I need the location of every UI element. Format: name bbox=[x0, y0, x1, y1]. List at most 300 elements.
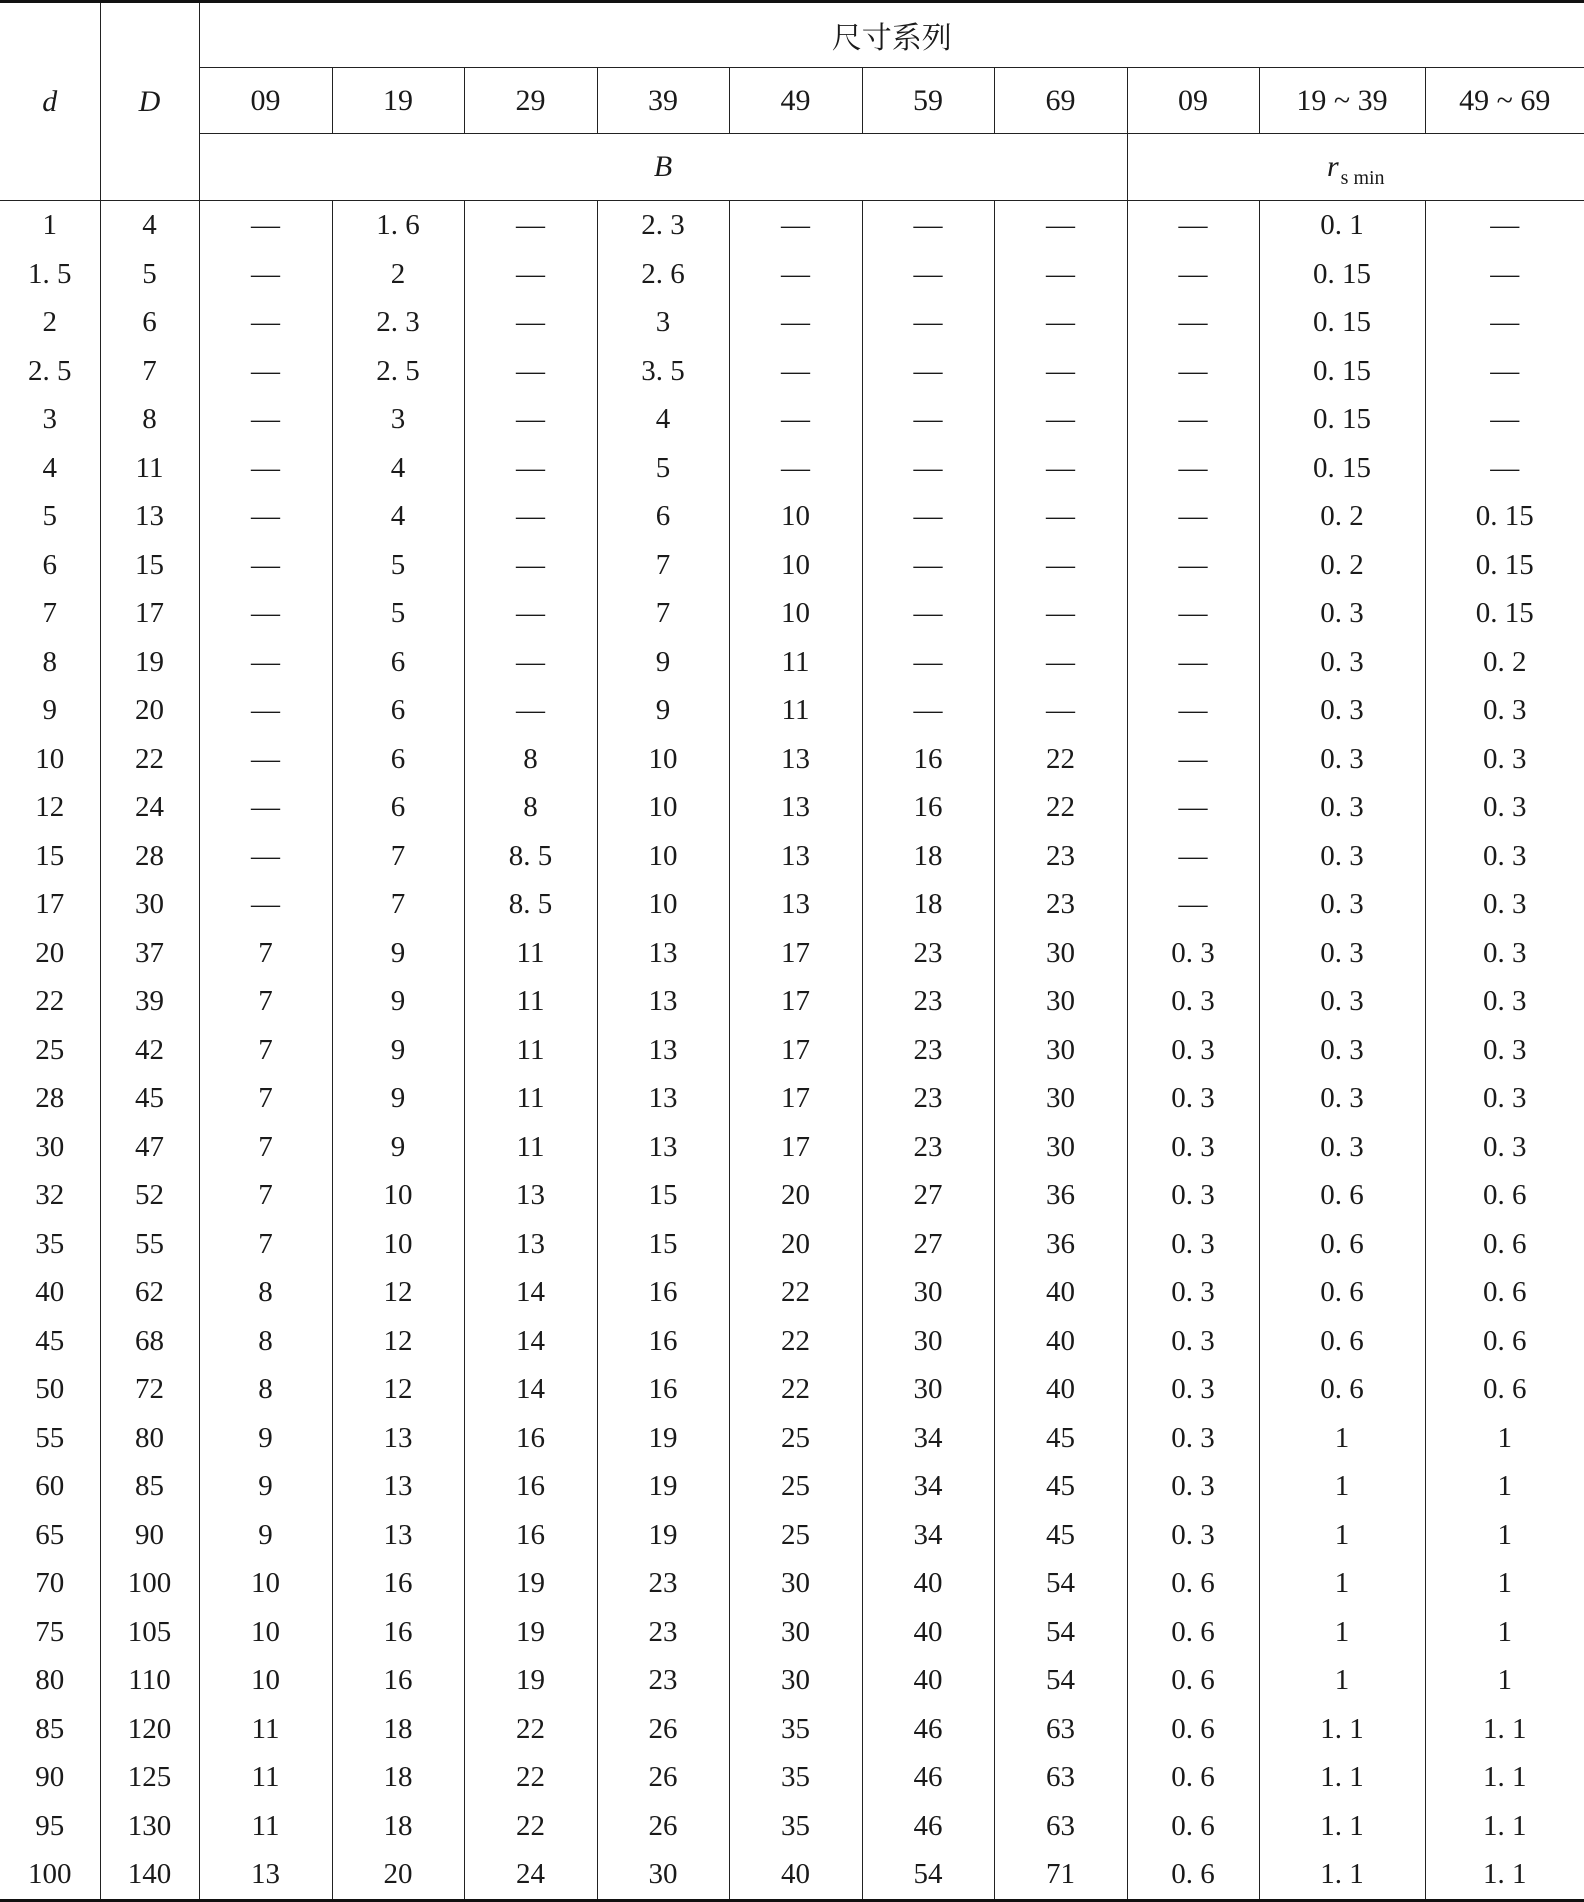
table-cell: 1 bbox=[1425, 1559, 1584, 1608]
table-cell: 0. 3 bbox=[1259, 638, 1425, 687]
table-cell: 16 bbox=[597, 1365, 729, 1414]
table-cell: 40 bbox=[994, 1317, 1127, 1366]
table-cell: 54 bbox=[994, 1608, 1127, 1657]
table-cell: — bbox=[729, 250, 862, 299]
table-cell: — bbox=[464, 444, 597, 493]
table-cell: — bbox=[1127, 492, 1259, 541]
cell-D: 110 bbox=[100, 1656, 199, 1705]
r-symbol: r bbox=[1326, 150, 1339, 183]
cell-d: 40 bbox=[35, 1276, 65, 1308]
table-cell: 35 bbox=[729, 1753, 862, 1802]
table-cell: 8. 5 bbox=[464, 832, 597, 881]
table-cell: 13 bbox=[729, 735, 862, 784]
table-row bbox=[0, 1317, 1584, 1366]
table-cell: 0. 6 bbox=[1127, 1656, 1259, 1705]
D-column-header: D bbox=[100, 2, 199, 201]
cell-D: 8 bbox=[100, 395, 199, 444]
series-header: 19 bbox=[332, 68, 464, 134]
table-cell: 18 bbox=[332, 1802, 464, 1851]
cell-D: 15 bbox=[100, 541, 199, 590]
table-cell: 22 bbox=[729, 1365, 862, 1414]
table-row bbox=[0, 1802, 1584, 1851]
table-cell: 1. 1 bbox=[1259, 1802, 1425, 1851]
table-cell: 10 bbox=[332, 1171, 464, 1220]
table-cell: 20 bbox=[729, 1220, 862, 1269]
table-cell: 0. 3 bbox=[1127, 1171, 1259, 1220]
table-cell: 0. 6 bbox=[1259, 1220, 1425, 1269]
table-cell: 25 bbox=[729, 1414, 862, 1463]
table-row bbox=[0, 1026, 1584, 1075]
table-cell: 30 bbox=[994, 1026, 1127, 1075]
table-cell: 1 bbox=[1259, 1608, 1425, 1657]
table-cell: 26 bbox=[597, 1753, 729, 1802]
table-cell: 17 bbox=[729, 977, 862, 1026]
table-cell: — bbox=[199, 880, 332, 929]
cell-d: 17 bbox=[35, 888, 65, 920]
table-cell: — bbox=[464, 541, 597, 590]
table-cell: 40 bbox=[862, 1656, 994, 1705]
table-cell: — bbox=[464, 201, 597, 250]
table-cell: 19 bbox=[597, 1462, 729, 1511]
B-width-header: B bbox=[199, 134, 1127, 201]
table-cell: 7 bbox=[199, 977, 332, 1026]
table-cell: — bbox=[1127, 541, 1259, 590]
table-cell: 0. 3 bbox=[1425, 1074, 1584, 1123]
table-cell: 10 bbox=[597, 735, 729, 784]
table-cell: 13 bbox=[464, 1220, 597, 1269]
table-cell: 30 bbox=[862, 1365, 994, 1414]
table-cell: — bbox=[729, 444, 862, 493]
table-cell: 8 bbox=[464, 783, 597, 832]
table-cell: 1 bbox=[1425, 1414, 1584, 1463]
cell-D: 47 bbox=[100, 1123, 199, 1172]
cell-D: 80 bbox=[100, 1414, 199, 1463]
cell-D: 11 bbox=[100, 444, 199, 493]
table-cell: 7 bbox=[199, 1074, 332, 1123]
table-cell: 34 bbox=[862, 1462, 994, 1511]
table-cell: 13 bbox=[464, 1171, 597, 1220]
cell-D: 28 bbox=[100, 832, 199, 881]
table-cell: 10 bbox=[597, 783, 729, 832]
cell-d: 15 bbox=[35, 839, 65, 872]
table-cell: — bbox=[1127, 444, 1259, 493]
table-row bbox=[0, 1462, 1584, 1511]
table-cell: 30 bbox=[862, 1268, 994, 1317]
table-cell: 30 bbox=[862, 1317, 994, 1366]
table-cell: — bbox=[199, 201, 332, 250]
table-cell: 23 bbox=[862, 1026, 994, 1075]
table-cell: — bbox=[994, 250, 1127, 299]
r-subscript: s min bbox=[1340, 167, 1385, 189]
table-cell: 23 bbox=[862, 1123, 994, 1172]
cell-D: 105 bbox=[100, 1608, 199, 1657]
table-cell: — bbox=[994, 395, 1127, 444]
series-header: 09 bbox=[199, 68, 332, 134]
table-cell: 0. 6 bbox=[1259, 1317, 1425, 1366]
cell-D: 13 bbox=[100, 492, 199, 541]
table-cell: 1. 6 bbox=[332, 201, 464, 250]
table-cell: 0. 1 bbox=[1259, 201, 1425, 250]
table-cell: 1. 1 bbox=[1259, 1705, 1425, 1754]
table-cell: — bbox=[464, 686, 597, 735]
table-row bbox=[0, 444, 1584, 493]
table-cell: 9 bbox=[199, 1511, 332, 1560]
table-cell: 6 bbox=[332, 735, 464, 784]
table-cell: 7 bbox=[332, 832, 464, 881]
table-cell: 0. 15 bbox=[1259, 444, 1425, 493]
table-cell: 10 bbox=[199, 1608, 332, 1657]
table-cell: 11 bbox=[199, 1705, 332, 1754]
cell-D: 22 bbox=[100, 735, 199, 784]
table-cell: 19 bbox=[464, 1656, 597, 1705]
table-cell: 17 bbox=[729, 929, 862, 978]
table-cell: — bbox=[199, 832, 332, 881]
table-cell: 7 bbox=[332, 880, 464, 929]
table-cell: 30 bbox=[994, 1123, 1127, 1172]
cell-D: 6 bbox=[100, 298, 199, 347]
table-cell: — bbox=[199, 492, 332, 541]
table-cell: 0. 3 bbox=[1127, 1220, 1259, 1269]
table-row bbox=[0, 1608, 1584, 1657]
table-cell: — bbox=[1425, 347, 1584, 396]
table-cell: — bbox=[862, 395, 994, 444]
cell-d: 4 bbox=[42, 451, 57, 484]
cell-d: 65 bbox=[35, 1518, 65, 1551]
table-cell: 1. 1 bbox=[1425, 1802, 1584, 1851]
cell-D: 30 bbox=[100, 880, 199, 929]
table-cell: 30 bbox=[729, 1656, 862, 1705]
table-cell: 8 bbox=[199, 1365, 332, 1414]
table-cell: 17 bbox=[729, 1123, 862, 1172]
table-cell: 1. 1 bbox=[1425, 1850, 1584, 1900]
table-cell: 15 bbox=[597, 1220, 729, 1269]
table-cell: 23 bbox=[862, 1074, 994, 1123]
table-cell: 0. 3 bbox=[1127, 977, 1259, 1026]
series-header: 59 bbox=[862, 68, 994, 134]
table-cell: 13 bbox=[597, 1074, 729, 1123]
table-cell: 7 bbox=[199, 929, 332, 978]
table-cell: 0. 6 bbox=[1259, 1171, 1425, 1220]
table-cell: 2. 5 bbox=[332, 347, 464, 396]
table-cell: 0. 6 bbox=[1127, 1608, 1259, 1657]
table-cell: — bbox=[199, 589, 332, 638]
series-header: 39 bbox=[597, 68, 729, 134]
table-cell: — bbox=[1127, 686, 1259, 735]
table-cell: 2. 6 bbox=[597, 250, 729, 299]
cell-D: 68 bbox=[100, 1317, 199, 1366]
table-cell: — bbox=[199, 638, 332, 687]
cell-d: 28 bbox=[35, 1082, 65, 1114]
table-cell: 0. 3 bbox=[1127, 1462, 1259, 1511]
cell-d: 35 bbox=[35, 1227, 65, 1260]
table-row bbox=[0, 638, 1584, 687]
table-cell: 36 bbox=[994, 1171, 1127, 1220]
table-cell: — bbox=[1425, 444, 1584, 493]
table-cell: — bbox=[994, 686, 1127, 735]
table-cell: 1 bbox=[1259, 1656, 1425, 1705]
table-cell: — bbox=[862, 492, 994, 541]
table-cell: 0. 3 bbox=[1425, 686, 1584, 735]
table-cell: 0. 6 bbox=[1127, 1802, 1259, 1851]
table-cell: 26 bbox=[597, 1802, 729, 1851]
table-cell: — bbox=[464, 589, 597, 638]
table-cell: 19 bbox=[464, 1559, 597, 1608]
table-row bbox=[0, 1220, 1584, 1269]
table-cell: 9 bbox=[332, 929, 464, 978]
table-cell: 0. 15 bbox=[1425, 589, 1584, 638]
table-cell: — bbox=[1425, 298, 1584, 347]
table-cell: 27 bbox=[862, 1171, 994, 1220]
cell-D: 125 bbox=[100, 1753, 199, 1802]
table-cell: — bbox=[1425, 201, 1584, 250]
table-cell: 11 bbox=[729, 638, 862, 687]
table-cell: 8 bbox=[464, 735, 597, 784]
table-cell: 14 bbox=[464, 1365, 597, 1414]
cell-d: 32 bbox=[35, 1179, 65, 1211]
table-cell: 13 bbox=[597, 977, 729, 1026]
table-cell: 23 bbox=[862, 929, 994, 978]
cell-d: 9 bbox=[42, 694, 57, 726]
table-cell: 0. 2 bbox=[1259, 492, 1425, 541]
table-row bbox=[0, 977, 1584, 1026]
table-cell: 16 bbox=[862, 783, 994, 832]
table-cell: 22 bbox=[464, 1802, 597, 1851]
table-cell: — bbox=[862, 638, 994, 687]
table-cell: 9 bbox=[597, 686, 729, 735]
cell-D: 17 bbox=[100, 589, 199, 638]
table-cell: 13 bbox=[729, 783, 862, 832]
table-cell: — bbox=[199, 783, 332, 832]
table-cell: 0. 3 bbox=[1259, 686, 1425, 735]
table-cell: 13 bbox=[597, 1026, 729, 1075]
cell-d: 50 bbox=[35, 1373, 65, 1405]
table-cell: 0. 3 bbox=[1425, 929, 1584, 978]
cell-d: 55 bbox=[35, 1421, 65, 1454]
table-cell: 54 bbox=[994, 1559, 1127, 1608]
cell-D: 37 bbox=[100, 929, 199, 978]
table-cell: 0. 3 bbox=[1259, 1026, 1425, 1075]
table-cell: 6 bbox=[332, 783, 464, 832]
cell-D: 100 bbox=[100, 1559, 199, 1608]
cell-D: 5 bbox=[100, 250, 199, 299]
table-cell: 0. 6 bbox=[1425, 1268, 1584, 1317]
d-column-header: d bbox=[0, 2, 100, 201]
table-cell: 13 bbox=[332, 1462, 464, 1511]
table-cell: — bbox=[1127, 735, 1259, 784]
table-cell: 18 bbox=[332, 1753, 464, 1802]
cell-D: 90 bbox=[100, 1511, 199, 1560]
table-cell: — bbox=[994, 298, 1127, 347]
cell-d: 12 bbox=[35, 791, 65, 823]
table-cell: 0. 3 bbox=[1127, 1026, 1259, 1075]
table-cell: 19 bbox=[597, 1414, 729, 1463]
table-cell: 63 bbox=[994, 1802, 1127, 1851]
table-cell: 5 bbox=[332, 541, 464, 590]
table-cell: 54 bbox=[862, 1850, 994, 1900]
table-cell: 0. 3 bbox=[1127, 929, 1259, 978]
table-cell: — bbox=[1127, 589, 1259, 638]
table-cell: 3. 5 bbox=[597, 347, 729, 396]
cell-d: 3 bbox=[42, 403, 57, 435]
table-cell: 0. 3 bbox=[1127, 1317, 1259, 1366]
table-cell: 0. 3 bbox=[1127, 1414, 1259, 1463]
table-cell: 45 bbox=[994, 1511, 1127, 1560]
table-cell: 0. 3 bbox=[1259, 1074, 1425, 1123]
table-cell: 20 bbox=[332, 1850, 464, 1900]
cell-D: 85 bbox=[100, 1462, 199, 1511]
table-row bbox=[0, 783, 1584, 832]
table-cell: 0. 6 bbox=[1425, 1317, 1584, 1366]
table-cell: 10 bbox=[597, 880, 729, 929]
table-cell: 1 bbox=[1425, 1462, 1584, 1511]
table-body bbox=[0, 201, 1584, 1901]
table-cell: — bbox=[464, 492, 597, 541]
table-cell: 40 bbox=[994, 1365, 1127, 1414]
table-cell: 7 bbox=[199, 1220, 332, 1269]
table-cell: — bbox=[199, 298, 332, 347]
table-row bbox=[0, 1656, 1584, 1705]
table-cell: 5 bbox=[597, 444, 729, 493]
table-cell: 14 bbox=[464, 1268, 597, 1317]
table-cell: 30 bbox=[597, 1850, 729, 1900]
table-cell: 11 bbox=[464, 1123, 597, 1172]
table-cell: — bbox=[862, 589, 994, 638]
table-cell: 9 bbox=[332, 1026, 464, 1075]
table-cell: 36 bbox=[994, 1220, 1127, 1269]
table-cell: 16 bbox=[464, 1414, 597, 1463]
cell-d: 10 bbox=[35, 742, 65, 775]
table-cell: 0. 3 bbox=[1259, 929, 1425, 978]
table-cell: 9 bbox=[332, 1074, 464, 1123]
table-cell: 7 bbox=[597, 589, 729, 638]
table-cell: — bbox=[1127, 298, 1259, 347]
table-row bbox=[0, 1074, 1584, 1123]
table-cell: 9 bbox=[199, 1462, 332, 1511]
table-row bbox=[0, 1753, 1584, 1802]
table-cell: 40 bbox=[994, 1268, 1127, 1317]
table-cell: 63 bbox=[994, 1753, 1127, 1802]
table-cell: 0. 3 bbox=[1259, 783, 1425, 832]
table-cell: — bbox=[729, 395, 862, 444]
table-cell: 0. 6 bbox=[1127, 1705, 1259, 1754]
table-cell: 10 bbox=[729, 589, 862, 638]
table-cell: — bbox=[729, 201, 862, 250]
table-cell: — bbox=[1127, 783, 1259, 832]
table-cell: — bbox=[199, 395, 332, 444]
table-cell: 13 bbox=[729, 880, 862, 929]
table-cell: 1 bbox=[1259, 1414, 1425, 1463]
table-cell: 2 bbox=[332, 250, 464, 299]
table-cell: 0. 6 bbox=[1127, 1559, 1259, 1608]
table-cell: 35 bbox=[729, 1802, 862, 1851]
table-cell: 0. 6 bbox=[1127, 1753, 1259, 1802]
cell-D: 39 bbox=[100, 977, 199, 1026]
cell-D: 4 bbox=[100, 201, 199, 250]
table-cell: 2. 3 bbox=[597, 201, 729, 250]
table-cell: 30 bbox=[729, 1608, 862, 1657]
table-cell: 0. 3 bbox=[1425, 735, 1584, 784]
table-cell: 30 bbox=[994, 929, 1127, 978]
table-cell: 40 bbox=[729, 1850, 862, 1900]
table-cell: — bbox=[464, 395, 597, 444]
table-cell: 0. 3 bbox=[1425, 977, 1584, 1026]
table-row bbox=[0, 1850, 1584, 1900]
table-cell: 10 bbox=[729, 492, 862, 541]
table-row bbox=[0, 589, 1584, 638]
table-cell: 6 bbox=[332, 638, 464, 687]
table-cell: 1 bbox=[1425, 1511, 1584, 1560]
table-cell: 4 bbox=[332, 492, 464, 541]
table-row bbox=[0, 298, 1584, 347]
table-cell: — bbox=[464, 298, 597, 347]
cell-d: 6 bbox=[42, 548, 57, 581]
table-row bbox=[0, 1123, 1584, 1172]
table-cell: 16 bbox=[597, 1268, 729, 1317]
table-cell: — bbox=[199, 686, 332, 735]
table-cell: 23 bbox=[862, 977, 994, 1026]
table-cell: — bbox=[862, 686, 994, 735]
cell-D: 20 bbox=[100, 686, 199, 735]
table-row bbox=[0, 492, 1584, 541]
table-cell: 8 bbox=[199, 1268, 332, 1317]
series-header: 19 ~ 39 bbox=[1259, 68, 1425, 134]
table-cell: — bbox=[464, 250, 597, 299]
table-cell: 23 bbox=[597, 1608, 729, 1657]
cell-D: 42 bbox=[100, 1026, 199, 1075]
table-cell: 1. 1 bbox=[1259, 1753, 1425, 1802]
table-row bbox=[0, 929, 1584, 978]
r-min-header bbox=[1127, 134, 1584, 201]
table-cell: 9 bbox=[199, 1414, 332, 1463]
cell-D: 140 bbox=[100, 1850, 199, 1900]
table-cell: 54 bbox=[994, 1656, 1127, 1705]
table-cell: 1 bbox=[1425, 1608, 1584, 1657]
table-cell: 0. 3 bbox=[1127, 1074, 1259, 1123]
table-cell: 10 bbox=[597, 832, 729, 881]
table-cell: 0. 2 bbox=[1259, 541, 1425, 590]
table-row bbox=[0, 250, 1584, 299]
table-cell: 0. 3 bbox=[1259, 1123, 1425, 1172]
table-cell: 10 bbox=[332, 1220, 464, 1269]
table-cell: 22 bbox=[464, 1705, 597, 1754]
table-cell: 13 bbox=[332, 1511, 464, 1560]
series-header: 09 bbox=[1127, 68, 1259, 134]
series-header: 49 ~ 69 bbox=[1425, 68, 1584, 134]
table-cell: — bbox=[199, 444, 332, 493]
cell-D: 24 bbox=[100, 783, 199, 832]
table-cell: 4 bbox=[597, 395, 729, 444]
table-cell: — bbox=[199, 347, 332, 396]
table-cell: 45 bbox=[994, 1414, 1127, 1463]
cell-d: 8 bbox=[42, 645, 57, 678]
cell-d: 85 bbox=[35, 1712, 65, 1745]
table-cell: 63 bbox=[994, 1705, 1127, 1754]
table-row bbox=[0, 1268, 1584, 1317]
table-cell: 16 bbox=[332, 1559, 464, 1608]
table-cell: 11 bbox=[464, 929, 597, 978]
table-row bbox=[0, 832, 1584, 881]
table-cell: 11 bbox=[464, 977, 597, 1026]
table-row bbox=[0, 686, 1584, 735]
table-cell: 16 bbox=[332, 1656, 464, 1705]
table-cell: 2. 3 bbox=[332, 298, 464, 347]
table-row bbox=[0, 1559, 1584, 1608]
table-cell: 0. 6 bbox=[1425, 1220, 1584, 1269]
table-cell: 0. 3 bbox=[1425, 783, 1584, 832]
table-cell: 46 bbox=[862, 1753, 994, 1802]
table-cell: 13 bbox=[729, 832, 862, 881]
series-header: 69 bbox=[994, 68, 1127, 134]
